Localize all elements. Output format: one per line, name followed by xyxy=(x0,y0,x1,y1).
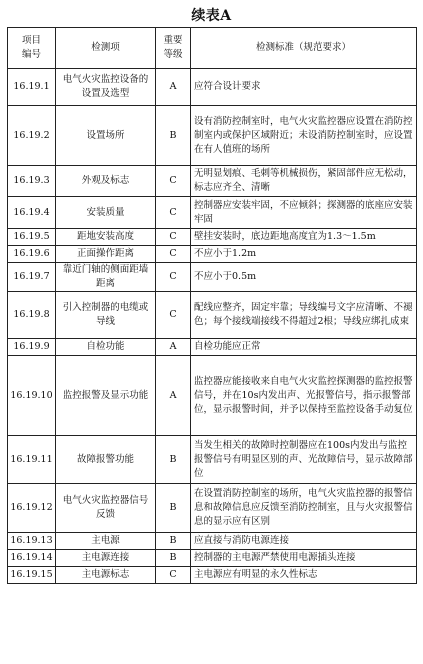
cell-importance-level: C xyxy=(156,229,191,246)
cell-inspection-item: 距地安装高度 xyxy=(56,229,156,246)
cell-importance-level: A xyxy=(156,339,191,356)
cell-item-no: 16.19.3 xyxy=(8,166,56,197)
cell-item-no: 16.19.13 xyxy=(8,533,56,550)
header-row xyxy=(8,28,417,69)
table-row xyxy=(8,436,417,484)
table-row xyxy=(8,484,417,533)
cell-standard: 不应小于1.2m xyxy=(191,246,417,263)
cell-item-no: 16.19.9 xyxy=(8,339,56,356)
cell-importance-level: A xyxy=(156,356,191,436)
table-row xyxy=(8,166,417,197)
cell-item-no: 16.19.8 xyxy=(8,292,56,339)
table-row xyxy=(8,533,417,550)
cell-standard: 监控器应能接收来自电气火灾监控探测器的监控报警信号，并在10s内发出声、光报警信号，指示报警部位，显示报警时间，并予以保持至监控设备手动复位 xyxy=(191,356,417,436)
table-row xyxy=(8,567,417,584)
cell-importance-level: C xyxy=(156,246,191,263)
cell-standard: 主电源应有明显的永久性标志 xyxy=(191,567,417,584)
cell-inspection-item: 主电源连接 xyxy=(56,550,156,567)
cell-item-no: 16.19.7 xyxy=(8,263,56,292)
cell-item-no: 16.19.14 xyxy=(8,550,56,567)
cell-inspection-item: 安装质量 xyxy=(56,197,156,229)
cell-standard: 应符合设计要求 xyxy=(191,69,417,106)
cell-importance-level: B xyxy=(156,550,191,567)
table-row xyxy=(8,106,417,166)
cell-inspection-item: 正面操作距离 xyxy=(56,246,156,263)
cell-importance-level: B xyxy=(156,436,191,484)
cell-inspection-item: 电气火灾监控器信号反馈 xyxy=(56,484,156,533)
cell-item-no: 16.19.10 xyxy=(8,356,56,436)
table-row xyxy=(8,229,417,246)
cell-inspection-item: 靠近门轴的侧面距墙距离 xyxy=(56,263,156,292)
table-row xyxy=(8,263,417,292)
cell-standard: 在设置消防控制室的场所，电气火灾监控器的报警信息和故障信息应反馈至消防控制室，且与火灾报警信息的显示应有区别 xyxy=(191,484,417,533)
cell-item-no: 16.19.5 xyxy=(8,229,56,246)
table-row xyxy=(8,550,417,567)
table-row xyxy=(8,292,417,339)
cell-inspection-item: 自检功能 xyxy=(56,339,156,356)
cell-importance-level: C xyxy=(156,197,191,229)
header-standard: 检测标准（规范要求） xyxy=(191,28,417,69)
cell-importance-level: B xyxy=(156,533,191,550)
cell-inspection-item: 外观及标志 xyxy=(56,166,156,197)
table-row xyxy=(8,356,417,436)
cell-standard: 自检功能应正常 xyxy=(191,339,417,356)
inspection-table xyxy=(7,27,417,584)
cell-importance-level: C xyxy=(156,567,191,584)
header-importance-level: 重要 等级 xyxy=(156,28,191,69)
cell-item-no: 16.19.4 xyxy=(8,197,56,229)
cell-importance-level: B xyxy=(156,106,191,166)
cell-inspection-item: 主电源 xyxy=(56,533,156,550)
cell-importance-level: C xyxy=(156,166,191,197)
cell-item-no: 16.19.6 xyxy=(8,246,56,263)
cell-importance-level: A xyxy=(156,69,191,106)
table-row xyxy=(8,69,417,106)
header-item-no: 项目 编号 xyxy=(8,28,56,69)
cell-standard: 应直接与消防电源连接 xyxy=(191,533,417,550)
cell-inspection-item: 监控报警及显示功能 xyxy=(56,356,156,436)
cell-item-no: 16.19.2 xyxy=(8,106,56,166)
cell-inspection-item: 电气火灾监控设备的设置及选型 xyxy=(56,69,156,106)
header-inspection-item: 检测项 xyxy=(56,28,156,69)
cell-inspection-item: 设置场所 xyxy=(56,106,156,166)
cell-standard: 配线应整齐，固定牢靠；导线编号文字应清晰、不褪色；每个接线端接线不得超过2根；导线应绑扎成束 xyxy=(191,292,417,339)
cell-standard: 当发生相关的故障时控制器应在100s内发出与监控报警信号有明显区别的声、光故障信号，显示故障部位 xyxy=(191,436,417,484)
cell-standard: 控制器的主电源严禁使用电源插头连接 xyxy=(191,550,417,567)
table-caption: 续表A xyxy=(191,8,232,24)
cell-item-no: 16.19.11 xyxy=(8,436,56,484)
cell-importance-level: B xyxy=(156,484,191,533)
cell-standard: 壁挂安装时，底边距地高度宜为1.3～1.5m xyxy=(191,229,417,246)
cell-item-no: 16.19.12 xyxy=(8,484,56,533)
cell-standard: 控制器应安装牢固，不应倾斜；探测器的底座应安装牢固 xyxy=(191,197,417,229)
cell-standard: 不应小于0.5m xyxy=(191,263,417,292)
cell-item-no: 16.19.15 xyxy=(8,567,56,584)
cell-inspection-item: 主电源标志 xyxy=(56,567,156,584)
cell-importance-level: C xyxy=(156,292,191,339)
table-row xyxy=(8,339,417,356)
cell-inspection-item: 故障报警功能 xyxy=(56,436,156,484)
cell-inspection-item: 引入控制器的电缆或导线 xyxy=(56,292,156,339)
cell-item-no: 16.19.1 xyxy=(8,69,56,106)
cell-standard: 无明显划痕、毛刺等机械损伤，紧固部件应无松动，标志应齐全、清晰 xyxy=(191,166,417,197)
cell-importance-level: C xyxy=(156,263,191,292)
table-row xyxy=(8,197,417,229)
cell-standard: 设有消防控制室时，电气火灾监控器应设置在消防控制室内或保护区域附近；未设消防控制室时，应设置在有人值班的场所 xyxy=(191,106,417,166)
table-row xyxy=(8,246,417,263)
